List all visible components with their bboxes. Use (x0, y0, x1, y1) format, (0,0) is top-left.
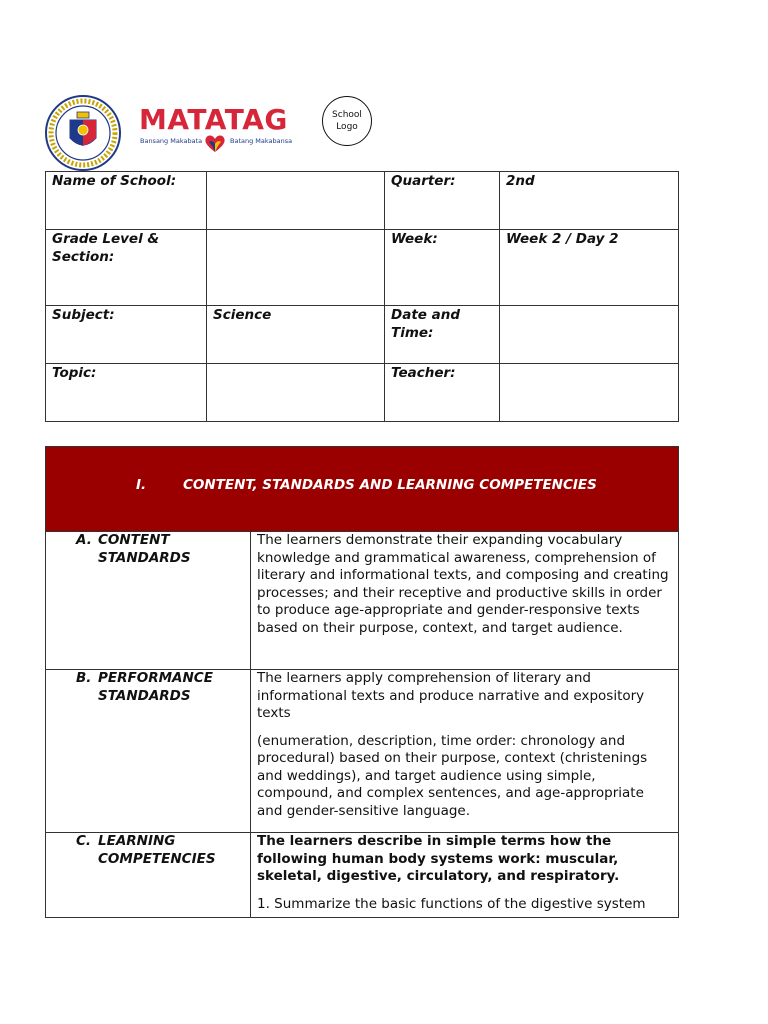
date-time-value (500, 306, 679, 364)
topic-label: Topic: (46, 364, 207, 422)
table-row (46, 172, 679, 230)
heart-hands-icon (203, 132, 227, 154)
matatag-wordmark: MATATAG (139, 103, 288, 136)
learning-competencies-value (251, 833, 679, 918)
grade-level-value (207, 230, 385, 306)
learning-competencies-label: LEARNING COMPETENCIES (98, 833, 216, 867)
learning-competencies-text: The learners describe in simple terms how the following human body systems work: muscular, skeletal, digestive, circulatory, and respiratory. (257, 833, 620, 884)
learning-competencies-label-cell (46, 833, 251, 918)
table-row (46, 670, 679, 833)
topic-value (207, 364, 385, 422)
performance-standards-value (251, 670, 679, 833)
row-letter: C. (76, 833, 92, 849)
content-standards-label: CONTENT STANDARDS (98, 532, 191, 566)
section-numeral: I. (136, 477, 147, 493)
learning-objective-1: 1. Summarize the basic functions of the digestive system (257, 895, 646, 912)
row-letter: A. (76, 532, 92, 548)
deped-seal-icon (44, 94, 122, 172)
section-title: CONTENT, STANDARDS AND LEARNING COMPETENCIES (183, 477, 597, 493)
lesson-info-table (45, 171, 679, 422)
competencies-table (45, 446, 679, 918)
school-logo-placeholder (322, 96, 372, 146)
quarter-value: 2nd (500, 172, 679, 230)
matatag-logo (139, 104, 299, 156)
school-logo-line2: Logo (336, 122, 358, 132)
section-header-row (46, 447, 679, 532)
school-name-value (207, 172, 385, 230)
table-row (46, 230, 679, 306)
matatag-tagline-left: Bansang Makabata (140, 137, 203, 145)
content-standards-text: The learners demonstrate their expanding vocabulary knowledge and grammatical awareness, comprehension of literary and informational texts, and composing and creating processes; and their receptive and productive skills in order to produce age-appropriate and gender-responsive texts based on their purpose, context, and target audience. (257, 532, 669, 636)
row-letter: B. (76, 670, 92, 686)
content-standards-value (251, 532, 679, 670)
section-header (46, 447, 679, 532)
performance-standards-text-2: (enumeration, description, time order: chronology and procedural) based on their purpose, context (christenings and weddings), and target audience using simple, compound, and complex sentences, and age-appropriate and gender-sensitive language. (257, 732, 648, 819)
performance-standards-text-1: The learners apply comprehension of literary and informational texts and produce narrative and expository texts (257, 670, 645, 721)
date-time-label: Date and Time: (385, 306, 500, 364)
quarter-label: Quarter: (385, 172, 500, 230)
school-name-label: Name of School: (46, 172, 207, 230)
table-row (46, 532, 679, 670)
table-row (46, 306, 679, 364)
content-standards-label-cell (46, 532, 251, 670)
performance-standards-label: PERFORMANCE STANDARDS (98, 670, 213, 704)
subject-value: Science (207, 306, 385, 364)
grade-level-label: Grade Level & Section: (46, 230, 207, 306)
teacher-label: Teacher: (385, 364, 500, 422)
teacher-value (500, 364, 679, 422)
week-value: Week 2 / Day 2 (500, 230, 679, 306)
subject-label: Subject: (46, 306, 207, 364)
table-row (46, 833, 679, 918)
week-label: Week: (385, 230, 500, 306)
performance-standards-label-cell (46, 670, 251, 833)
table-row (46, 364, 679, 422)
matatag-tagline-right: Batang Makabansa (230, 137, 293, 145)
school-logo-line1: School (332, 110, 362, 120)
